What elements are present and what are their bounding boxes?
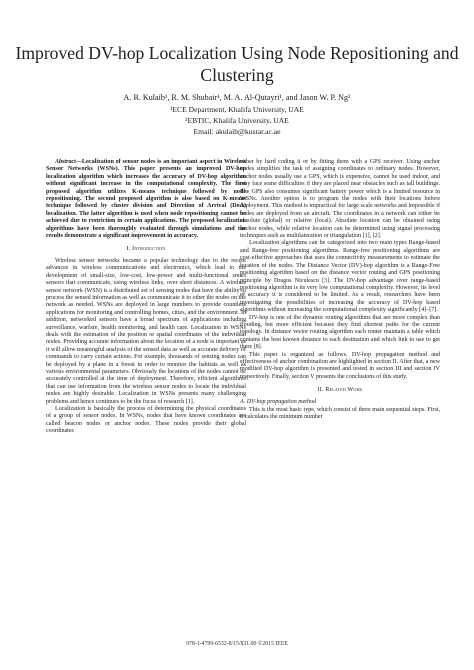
left-column [46,159,246,436]
affiliation-2: ²EBTIC, Khalifa University, UAE [185,116,289,125]
section-heading-introduction: I. Introduction [126,246,166,253]
author-names: A. R. Kulaib¹, R. M. Shubair¹, M. A. Al-Qutayri¹, and Jason W. P. Ng² [123,93,351,102]
intro-paragraph-3: either by hard coding it or by fitting them with a GPS receiver. Using anchor nodes simplifies the task of assigning coordinates to ordinary nodes. However, anchor nodes usually use a GPS, which is expensive, cannot be used indoor, and may face some difficulties if they are placed near obstacles such as tall buildings. The GPS also consumes significant battery power which is a limited resource in WSNs. Another option is to program the nodes with their locations before deployment. This method is impractical for large scale networks and impossible if nodes are deployed from an aircraft. The coordinates in a network can either be absolute (global) or relative (local). Absolute location can be obtained using anchor nodes, while relative location can be determined using signal processing techniques such as multilateration or triangulation [1], [2]. [240,159,440,240]
intro-paragraph-4: Localization algorithms can be categorized into two main types Range-based and Range-free positioning algorithms. Range-free positioning algorithms are cost-effective approaches that uses the connectivity measurements to estimate the location of the nodes. The Distance Vector (DV)-hop algorithm is a Range-Free positioning algorithm based on the distance vector routing and GPS positioning principle by Dragos Niculescu [3]. The DV-hop advantage over range-based positioning algorithm is its very low computational complexity. However, its level of accuracy it is considered to be limited. As a result, researchers have been investigating the possibilities of increasing the accuracy of DV-hop based algorithms without increasing the computational complexity significantly [4]–[7]. [240,240,440,314]
affiliation-1: ¹ECE Department, Khalifa University, UAE [170,105,304,114]
paper-title: Improved DV-hop Localization Using Node Repositioning and Clustering [15,43,459,85]
abstract [46,159,246,240]
subsection-heading-dvhop: A. DV-hop propagation method [240,398,317,405]
intro-paragraph-2: Localization is basically the process of determining the physical coordinates of a group of sensor nodes. In WSNs, nodes that have known coordinates are called beacon nodes or anchor nodes. These nodes provide their global coordinates [46,406,246,435]
intro-paragraph-5: DV-hop is one of the dynamic routing algorithms that are more complex than flooding, but more efficient because they find shortest paths for the current topology. In distance vector routing algorithm each router maintain a table which contains the best known distance to each destination and which link to use to get there [8]. [240,314,440,351]
abstract-text: —Localization of sensor nodes is an important aspect in Wireless Sensor Networks (WSNs). This paper presents an improved DV-hop localization algorithm which increases the accuracy of DV-hop algorithm without significant increase in the computational complexity. The first proposed algorithm utilizes K-means technique followed by node repositioning. The second proposed algorithm is also based on K-means technique followed by cluster division and Direction of Arrival (DoA) localization. The latter algorithm is used when node repositioning cannot be achieved due to restriction in certain applications. The proposed localization algorithms have been thoroughly evaluated through simulations and the results demonstrate a significant improvement in accuracy. [46,159,246,240]
intro-paragraph-6: This paper is organized as follows. DV-hop propagation method and effectiveness of anchor combination are highlighted in section II. After that, a new modified DV-hop algorithm is presented and tested in section III and section IV respectively. Finally, section V presents the conclusions of this study. [240,351,440,380]
abstract-label: Abstract [55,159,76,165]
author-block [0,92,474,137]
section-heading-related-work: II. Related Work [317,387,363,394]
copyright-footer: 978-1-4799-6532-8/15/$31.00 ©2015 IEEE [186,641,288,647]
right-column [240,159,440,422]
author-email: Email: akulaib@kustar.ac.ae [193,127,281,136]
related-work-paragraph-1: This is the most basic type, which consist of three main sequential steps. First, it calculates the minimum number [240,407,440,421]
intro-paragraph-1: Wireless sensor networks became a popular technology due to the recent advances in wireless communications and electronics, which lead to the development of small-size, low-cost, low-power and multi-functional smart sensors that communicate, using wireless links, over short distances. A wireless sensor network (WSN) is a distributed set of sensing nodes that have the ability to process the sensed information as well as communicate it to other the nodes on the network as needed. WSNs are deployed in large numbers to provide countless applications for monitoring and controlling homes, cities, and the environment. In addition, networked sensors have a broad spectrum of applications including surveillance, warfare, health monitoring, and health care. Localization in WSNs deals with the estimation of the position or spatial coordinates of the individual nodes. Providing accurate information about the location of a node is important as it will allow meaningful analysis of the sensed data as well as accurate delivery of commands to carry certain actions. For example, thousands of sensing nodes can be deployed by a plane in a forest in order to monitor the habitats as well as various environmental parameters. Obviously the locations of the nodes cannot be accurately controlled at the time of deployment. Therefore, efficient algorithms that can use information from the wireless sensor nodes to locate the individual nodes are highly desirable. Localization in WSNs presents many challenging problems and hence continues to be the focus of research [1]. [46,257,246,405]
